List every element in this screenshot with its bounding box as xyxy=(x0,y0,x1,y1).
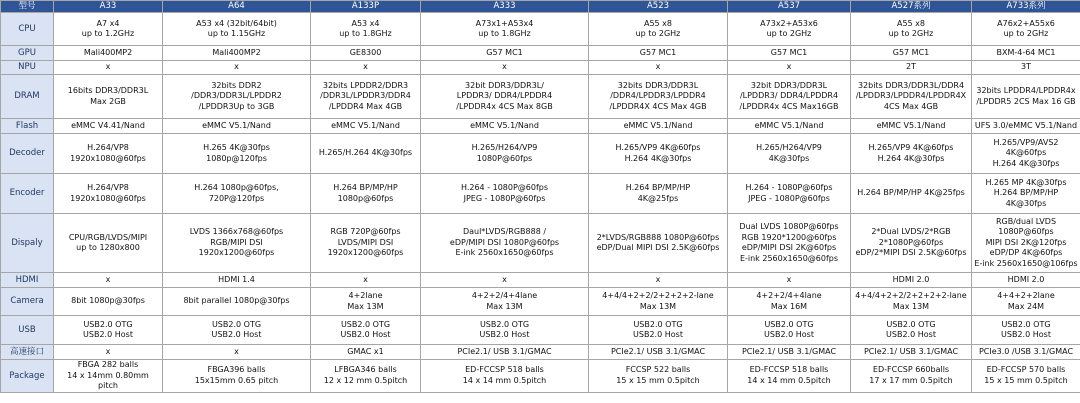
table-cell: GE8300 xyxy=(311,46,421,61)
table-body xyxy=(1,13,1080,393)
header-a733: A733系列 xyxy=(972,1,1080,13)
table-cell: HDMI 1.4 xyxy=(163,273,311,288)
table-cell: A53 x4 up to 1.8GHz xyxy=(311,13,421,46)
table-cell: LVDS 1366x768@60fps RGB/MIPI DSI 1920x1200@60fps xyxy=(163,214,311,273)
table-row xyxy=(1,134,1080,174)
table-cell: 32bits DDR3/DDR3L/DDR4 /LPDDR3/LPDDR4/LPDDR4X 4CS Max 4GB xyxy=(851,75,972,119)
table-cell: 2T xyxy=(851,61,972,75)
table-cell: ED-FCCSP 570 balls 15 x 15 mm 0.5pitch xyxy=(972,360,1080,393)
table-cell: x xyxy=(421,273,589,288)
header-a333: A333 xyxy=(421,1,589,13)
row-label: DRAM xyxy=(1,75,54,119)
table-cell: HDMI 2.0 xyxy=(851,273,972,288)
row-label: USB xyxy=(1,316,54,345)
header-a523: A523 xyxy=(589,1,728,13)
table-cell: 32bits DDR3/DDR3L /DDR4/LPDDR3/LPDDR4 /LPDDR4X 4CS Max 4GB xyxy=(589,75,728,119)
table-cell: 32bit DDR3/DDR3L/ LPDDR3/ DDR4/LPDDR4 /LPDDR4x 4CS Max 8GB xyxy=(421,75,589,119)
table-cell: A76x2+A55x6 up to 2GHz xyxy=(972,13,1080,46)
table-row xyxy=(1,288,1080,316)
table-cell: H.265/H264/VP9 1080P@60fps xyxy=(421,134,589,174)
table-cell: USB2.0 OTG USB2.0 Host xyxy=(728,316,851,345)
table-cell: Daul*LVDS/RGB888 / eDP/MIPI DSI 1080P@60fps E-ink 2560x1650@60fps xyxy=(421,214,589,273)
header-row xyxy=(1,1,1080,13)
table-cell: eMMC V5.1/Nand xyxy=(728,119,851,134)
table-cell: 4+2+2/4+4lane Max 16M xyxy=(728,288,851,316)
table-cell: H.264 - 1080P@60fps JPEG - 1080P@60fps xyxy=(421,174,589,214)
table-cell: eMMC V4.41/Nand xyxy=(54,119,163,134)
row-label: Package xyxy=(1,360,54,393)
table-cell: ED-FCCSP 660balls 17 x 17 mm 0.5pitch xyxy=(851,360,972,393)
table-cell: 16bits DDR3/DDR3L Max 2GB xyxy=(54,75,163,119)
table-cell: G57 MC1 xyxy=(589,46,728,61)
table-cell: 4+4/4+2+2/2+2+2+2-lane Max 13M xyxy=(851,288,972,316)
table-cell: 3T xyxy=(972,61,1080,75)
table-row xyxy=(1,174,1080,214)
table-cell: x xyxy=(163,345,311,360)
table-cell: A55 x8 up to 2GHz xyxy=(851,13,972,46)
table-cell: FBGA396 balls 15x15mm 0.65 pitch xyxy=(163,360,311,393)
table-row xyxy=(1,273,1080,288)
table-cell: H.264 BP/MP/HP 1080p@60fps xyxy=(311,174,421,214)
row-label: CPU xyxy=(1,13,54,46)
table-cell: H.265/VP9 4K@60fps H.264 4K@30fps xyxy=(589,134,728,174)
table-cell: x xyxy=(589,61,728,75)
header-a527: A527系列 xyxy=(851,1,972,13)
table-cell: H.264 - 1080P@60fps JPEG - 1080P@60fps xyxy=(728,174,851,214)
table-cell: BXM-4-64 MC1 xyxy=(972,46,1080,61)
table-cell: eMMC V5.1/Nand xyxy=(589,119,728,134)
table-cell: H.265/VP9/AVS2 4K@60fps H.264 4K@30fps xyxy=(972,134,1080,174)
table-cell: x xyxy=(311,61,421,75)
table-row xyxy=(1,13,1080,46)
table-cell: A73x1+A53x4 up to 1.8GHz xyxy=(421,13,589,46)
table-cell: A7 x4 up to 1.2GHz xyxy=(54,13,163,46)
row-label: Decoder xyxy=(1,134,54,174)
table-cell: x xyxy=(728,273,851,288)
table-cell: PCIe2.1/ USB 3.1/GMAC xyxy=(589,345,728,360)
row-label: Camera xyxy=(1,288,54,316)
table-cell: USB2.0 OTG USB2.0 Host xyxy=(851,316,972,345)
table-cell: 8bit parallel 1080p@30fps xyxy=(163,288,311,316)
table-cell: x xyxy=(163,61,311,75)
table-cell: A53 x4 (32bit/64bit) up to 1.15GHz xyxy=(163,13,311,46)
table-row xyxy=(1,345,1080,360)
table-cell: ED-FCCSP 518 balls 14 x 14 mm 0.5pitch xyxy=(421,360,589,393)
table-cell: 32bits LPDDR4/LPDDR4x /LPDDR5 2CS Max 16 GB xyxy=(972,75,1080,119)
table-cell: GMAC x1 xyxy=(311,345,421,360)
table-cell: H.265/H.264 4K@30fps xyxy=(311,134,421,174)
table-row xyxy=(1,61,1080,75)
table-cell: x xyxy=(54,273,163,288)
table-row xyxy=(1,316,1080,345)
table-cell: HDMI 2.0 xyxy=(972,273,1080,288)
header-a133p: A133P xyxy=(311,1,421,13)
table-cell: 2*LVDS/RGB888 1080P@60fps eDP/Dual MIPI DSI 2.5K@60fps xyxy=(589,214,728,273)
table-cell: UFS 3.0/eMMC V5.1/Nand xyxy=(972,119,1080,134)
table-cell: 4+4+2+2lane Max 24M xyxy=(972,288,1080,316)
header-a64: A64 xyxy=(163,1,311,13)
table-row xyxy=(1,75,1080,119)
table-cell: 32bit DDR3/DDR3L /LPDDR3/ DDR4/LPDDR4 /LPDDR4x 4CS Max16GB xyxy=(728,75,851,119)
table-row xyxy=(1,119,1080,134)
table-cell: A55 x8 up to 2GHz xyxy=(589,13,728,46)
table-row xyxy=(1,360,1080,393)
header-a537: A537 xyxy=(728,1,851,13)
table-cell: eMMC V5.1/Nand xyxy=(851,119,972,134)
table-cell: H.265 MP 4K@30fps H.264 BP/MP/HP 4K@30fps xyxy=(972,174,1080,214)
table-cell: 32bits LPDDR2/DDR3 /DDR3L/LPDDR3/DDR4 /LPDDR4 Max 4GB xyxy=(311,75,421,119)
table-cell: H.264/VP8 1920x1080@60fps xyxy=(54,134,163,174)
table-cell: USB2.0 OTG USB2.0 Host xyxy=(589,316,728,345)
table-cell: CPU/RGB/LVDS/MIPI up to 1280x800 xyxy=(54,214,163,273)
table-cell: 4+2+2/4+4lane Max 13M xyxy=(421,288,589,316)
table-cell: RGB/dual LVDS 1080P@60fps MIPI DSI 2K@120fps eDP/DP 4K@60fps E-ink 2560x1650@106fps xyxy=(972,214,1080,273)
table-cell: RGB 720P@60fps LVDS/MIPI DSI 1920x1200@60fps xyxy=(311,214,421,273)
table-cell: USB2.0 OTG USB2.0 Host xyxy=(972,316,1080,345)
table-cell: PCIe2.1/ USB 3.1/GMAC xyxy=(851,345,972,360)
table-cell: H.264 1080p@60fps, 720P@120fps xyxy=(163,174,311,214)
table-cell: x xyxy=(54,345,163,360)
table-cell: 4+4/4+2+2/2+2+2+2-lane Max 13M xyxy=(589,288,728,316)
row-label: Flash xyxy=(1,119,54,134)
table-cell: eMMC V5.1/Nand xyxy=(311,119,421,134)
table-row xyxy=(1,214,1080,273)
table-cell: x xyxy=(421,61,589,75)
header-a33: A33 xyxy=(54,1,163,13)
row-label: Dispaly xyxy=(1,214,54,273)
table-cell: LFBGA346 balls 12 x 12 mm 0.5pitch xyxy=(311,360,421,393)
row-label: Encoder xyxy=(1,174,54,214)
table-cell: FCCSP 522 balls 15 x 15 mm 0.5pitch xyxy=(589,360,728,393)
table-cell: USB2.0 OTG USB2.0 Host xyxy=(421,316,589,345)
table-cell: PCIe3.0 /USB 3.1/GMAC xyxy=(972,345,1080,360)
row-label: GPU xyxy=(1,46,54,61)
table-cell: eMMC V5.1/Nand xyxy=(421,119,589,134)
table-cell: H.264 BP/MP/HP 4K@25fps xyxy=(851,174,972,214)
table-cell: H.264 BP/MP/HP 4K@25fps xyxy=(589,174,728,214)
table-cell: USB2.0 OTG USB2.0 Host xyxy=(311,316,421,345)
table-cell: A73x2+A53x6 up to 2GHz xyxy=(728,13,851,46)
row-label: NPU xyxy=(1,61,54,75)
table-cell: 2*Dual LVDS/2*RGB 2*1080P@60fps eDP/2*MIPI DSI 2.5K@60fps xyxy=(851,214,972,273)
table-cell: Mali400MP2 xyxy=(163,46,311,61)
table-cell: PCIe2.1/ USB 3.1/GMAC xyxy=(728,345,851,360)
table-cell: H.265/VP9 4K@60fps H.264 4K@30fps xyxy=(851,134,972,174)
header-model: 型号 xyxy=(1,1,54,13)
table-cell: x xyxy=(311,273,421,288)
row-label: 高速接口 xyxy=(1,345,54,360)
table-cell: 32bits DDR2 /DDR3/DDR3L/LPDDR2 /LPDDR3Up to 3GB xyxy=(163,75,311,119)
table-cell: x xyxy=(589,273,728,288)
table-cell: USB2.0 OTG USB2.0 Host xyxy=(163,316,311,345)
table-cell: USB2.0 OTG USB2.0 Host xyxy=(54,316,163,345)
table-cell: G57 MC1 xyxy=(851,46,972,61)
table-cell: G57 MC1 xyxy=(728,46,851,61)
table-row xyxy=(1,46,1080,61)
table-cell: H.264/VP8 1920x1080@60fps xyxy=(54,174,163,214)
table-cell: 4+2lane Max 13M xyxy=(311,288,421,316)
table-cell: Mali400MP2 xyxy=(54,46,163,61)
table-cell: G57 MC1 xyxy=(421,46,589,61)
row-label: HDMI xyxy=(1,273,54,288)
table-cell: x xyxy=(728,61,851,75)
table-cell: 8bit 1080p@30fps xyxy=(54,288,163,316)
table-cell: Dual LVDS 1080P@60fps RGB 1920*1200@60fps eDP/MIPI DSI 2K@60fps E-ink 2560x1650@60fps xyxy=(728,214,851,273)
table-cell: FBGA 282 balls 14 x 14mm 0.80mm pitch xyxy=(54,360,163,393)
table-cell: eMMC V5.1/Nand xyxy=(163,119,311,134)
table-cell: H.265/H264/VP9 4K@30fps xyxy=(728,134,851,174)
table-cell: ED-FCCSP 518 balls 14 x 14 mm 0.5pitch xyxy=(728,360,851,393)
table-cell: H.265 4K@30fps 1080p@120fps xyxy=(163,134,311,174)
table-cell: PCIe2.1/ USB 3.1/GMAC xyxy=(421,345,589,360)
table-cell: x xyxy=(54,61,163,75)
